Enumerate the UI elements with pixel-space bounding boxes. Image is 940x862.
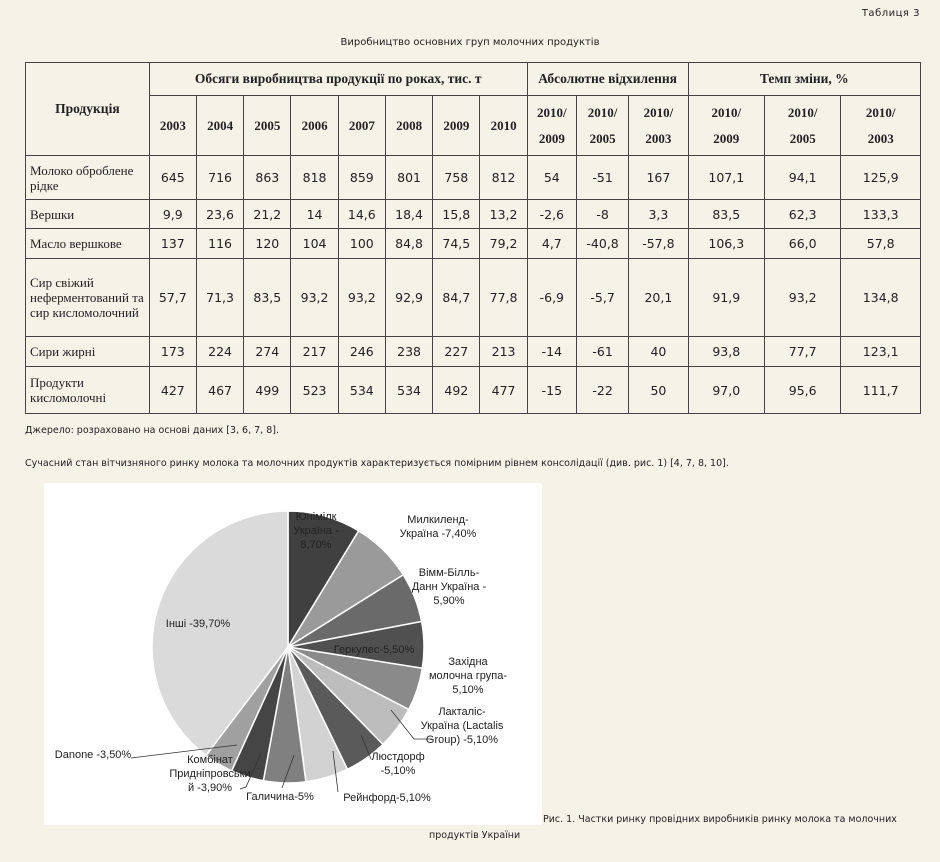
table-cell: 62,3 (764, 200, 840, 229)
slice-label-line: Рейнфорд-5,10% (343, 792, 431, 804)
table-cell: -15 (527, 367, 576, 414)
year-header: 2007 (338, 96, 385, 156)
product-name: Продукти кисломолочні (26, 367, 150, 414)
deviation-period-header (629, 96, 688, 156)
table-cell: 54 (527, 156, 576, 200)
market-share-chart (44, 483, 542, 825)
table-cell: 20,1 (629, 259, 688, 337)
rate-period-header (688, 96, 764, 156)
table-cell: 104 (291, 229, 338, 259)
slice-label-line: Інші -39,70% (165, 618, 231, 630)
slice-label-line: 8,70% (300, 539, 332, 551)
table-cell: 274 (244, 337, 291, 367)
table-cell: 137 (149, 229, 196, 259)
table-cell: 133,3 (841, 200, 921, 229)
deviation-group-header: Абсолютне відхилення (527, 63, 688, 96)
table-cell: -8 (576, 200, 628, 229)
slice-label-line: Вімм-Білль- (418, 567, 480, 579)
table-cell: 83,5 (688, 200, 764, 229)
table-cell: 66,0 (764, 229, 840, 259)
deviation-period-header (527, 96, 576, 156)
table-cell: -61 (576, 337, 628, 367)
table-number: Таблиця 3 (861, 8, 920, 19)
product-name: Молоко оброблене рідке (26, 156, 150, 200)
table-cell: 9,9 (149, 200, 196, 229)
table-cell: 13,2 (480, 200, 527, 229)
table-cell: 100 (338, 229, 385, 259)
table-row (26, 229, 921, 259)
period-header-part: 2010/ (537, 104, 567, 120)
table-cell: 645 (149, 156, 196, 200)
table-cell: 107,1 (688, 156, 764, 200)
table-cell: 91,9 (688, 259, 764, 337)
table-cell: 492 (433, 367, 480, 414)
period-header-part: 2010/ (787, 104, 818, 120)
table-title: Виробництво основних груп молочних продуктів (340, 37, 600, 48)
year-header: 2006 (291, 96, 338, 156)
table-cell: 18,4 (385, 200, 432, 229)
slice-label-line: Галичина-5% (246, 791, 314, 803)
table-cell: 173 (149, 337, 196, 367)
year-header: 2009 (433, 96, 480, 156)
table-cell: 77,7 (764, 337, 840, 367)
table-cell: 93,2 (291, 259, 338, 337)
table-cell: -6,9 (527, 259, 576, 337)
rate-period-header (764, 96, 840, 156)
table-cell: 93,2 (764, 259, 840, 337)
period-header-part: 2005 (789, 130, 816, 146)
table-cell: 818 (291, 156, 338, 200)
table-cell: 534 (338, 367, 385, 414)
pie-chart-svg (44, 483, 542, 825)
slice-label-line: Геркулес-5,50% (333, 644, 415, 656)
table-cell: 111,7 (841, 367, 921, 414)
product-name: Сири жирні (26, 337, 150, 367)
table-cell: 21,2 (244, 200, 291, 229)
table-cell: -40,8 (576, 229, 628, 259)
year-header: 2003 (149, 96, 196, 156)
table-cell: 93,8 (688, 337, 764, 367)
table-cell: 50 (629, 367, 688, 414)
table-cell: 57,7 (149, 259, 196, 337)
table-cell: 246 (338, 337, 385, 367)
table-cell: 224 (196, 337, 243, 367)
rate-period-header (841, 96, 921, 156)
table-cell: 716 (196, 156, 243, 200)
table-row (26, 367, 921, 414)
year-header: 2004 (196, 96, 243, 156)
slice-label (55, 749, 132, 761)
table-cell: 238 (385, 337, 432, 367)
table-cell: 499 (244, 367, 291, 414)
table-cell: -2,6 (527, 200, 576, 229)
slice-label (343, 792, 431, 804)
table-cell: 120 (244, 229, 291, 259)
slice-label-line: Україна -7,40% (399, 528, 477, 540)
table-cell: 213 (480, 337, 527, 367)
slice-label (412, 567, 487, 607)
table-cell: 95,6 (764, 367, 840, 414)
slice-label-line: -5,10% (380, 765, 416, 777)
table-cell: 84,7 (433, 259, 480, 337)
table-cell: 23,6 (196, 200, 243, 229)
table-cell: 92,9 (385, 259, 432, 337)
table-cell: 14 (291, 200, 338, 229)
source-note: Джерело: розраховано на основі даних [3, 6, 7, 8]. (25, 425, 279, 436)
table-row (26, 200, 921, 229)
product-name: Сир свіжий неферментований та сир кисломолочний (26, 259, 150, 337)
period-header-part: 2010/ (711, 104, 742, 120)
table-row (26, 337, 921, 367)
slice-label (371, 751, 424, 777)
slice-label-line: Милкиленд- (407, 514, 469, 526)
table-cell: 534 (385, 367, 432, 414)
table-cell: 125,9 (841, 156, 921, 200)
slice-label (421, 706, 504, 746)
table-cell: 57,8 (841, 229, 921, 259)
slice-label (246, 791, 314, 803)
slice-label-line: Group) -5,10% (425, 734, 499, 746)
table-cell: 427 (149, 367, 196, 414)
period-header-part: 2009 (538, 130, 565, 146)
table-row (26, 156, 921, 200)
table-cell: 97,0 (688, 367, 764, 414)
slice-label (334, 644, 415, 656)
year-header: 2005 (244, 96, 291, 156)
volume-group-header: Обсяги виробництва продукції по роках, тис. т (149, 63, 527, 96)
product-name: Масло вершкове (26, 229, 150, 259)
table-cell: 94,1 (764, 156, 840, 200)
table-cell: 14,6 (338, 200, 385, 229)
period-header-part: 2009 (713, 130, 740, 146)
table-row (26, 259, 921, 337)
slice-label (400, 514, 477, 540)
year-header: 2008 (385, 96, 432, 156)
slice-label-line: Україна - (293, 525, 339, 537)
table-cell: 523 (291, 367, 338, 414)
slice-label-line: Danone -3,50% (54, 749, 132, 761)
table-cell: 77,8 (480, 259, 527, 337)
body-paragraph: Сучасний стан вітчизняного ринку молока та молочних продуктів характеризується помірним рівнем консолідації (див. рис. 1) [4, 7, 8, 10]. (25, 458, 729, 469)
table-cell: 167 (629, 156, 688, 200)
slice-label (166, 618, 231, 630)
table-cell: 15,8 (433, 200, 480, 229)
period-header-part: 2010/ (865, 104, 896, 120)
table-cell: 74,5 (433, 229, 480, 259)
slice-label-line: Данн Україна - (411, 581, 487, 593)
table-cell: -57,8 (629, 229, 688, 259)
period-header-part: 2005 (589, 130, 616, 146)
table-cell: -51 (576, 156, 628, 200)
table-cell: 801 (385, 156, 432, 200)
slice-label-line: 5,10% (452, 684, 484, 696)
production-table (25, 62, 921, 414)
slice-label-line: 5,90% (433, 595, 465, 607)
table-cell: -5,7 (576, 259, 628, 337)
slice-label-line: й -3,90% (187, 782, 233, 794)
slice-label-line: Юнімілк (295, 511, 337, 523)
slice-label-line: Західна (448, 656, 488, 668)
table-body (26, 156, 921, 414)
table-cell: 217 (291, 337, 338, 367)
slice-label-line: Придніпровськи (169, 768, 251, 780)
table-cell: 863 (244, 156, 291, 200)
table-cell: -22 (576, 367, 628, 414)
table-cell: 40 (629, 337, 688, 367)
rate-group-header: Темп зміни, % (688, 63, 920, 96)
slice-label-line: молочна група- (428, 670, 508, 682)
period-header-part: 2010/ (643, 104, 674, 120)
table-cell: 758 (433, 156, 480, 200)
product-name: Вершки (26, 200, 150, 229)
table-cell: 477 (480, 367, 527, 414)
table-cell: 859 (338, 156, 385, 200)
slice-label-line: Комбінат (187, 754, 233, 766)
table-cell: 134,8 (841, 259, 921, 337)
table-cell: 84,8 (385, 229, 432, 259)
table-cell: 106,3 (688, 229, 764, 259)
slice-label-line: Україна (Lactalis (420, 720, 504, 732)
subheader-row (26, 96, 921, 156)
table-cell: 83,5 (244, 259, 291, 337)
period-header-part: 2003 (645, 130, 672, 146)
year-header: 2010 (480, 96, 527, 156)
table-cell: -14 (527, 337, 576, 367)
product-header: Продукція (26, 63, 150, 156)
figure-caption-line1: Рис. 1. Частки ринку провідних виробників ринку молока та молочних (543, 814, 897, 825)
period-header-part: 2003 (867, 130, 894, 146)
table-cell: 93,2 (338, 259, 385, 337)
period-header-part: 2010/ (587, 104, 618, 120)
table-cell: 79,2 (480, 229, 527, 259)
table-cell: 227 (433, 337, 480, 367)
table-cell: 812 (480, 156, 527, 200)
slice-label-line: Лакталіс- (438, 706, 486, 718)
slice-label-line: Люстдорф (371, 751, 425, 763)
table-cell: 116 (196, 229, 243, 259)
slice-label (429, 656, 507, 696)
table-cell: 4,7 (527, 229, 576, 259)
table-cell: 71,3 (196, 259, 243, 337)
deviation-period-header (576, 96, 628, 156)
table-cell: 3,3 (629, 200, 688, 229)
table-cell: 123,1 (841, 337, 921, 367)
table-cell: 467 (196, 367, 243, 414)
figure-caption-line2: продуктів України (429, 830, 521, 841)
